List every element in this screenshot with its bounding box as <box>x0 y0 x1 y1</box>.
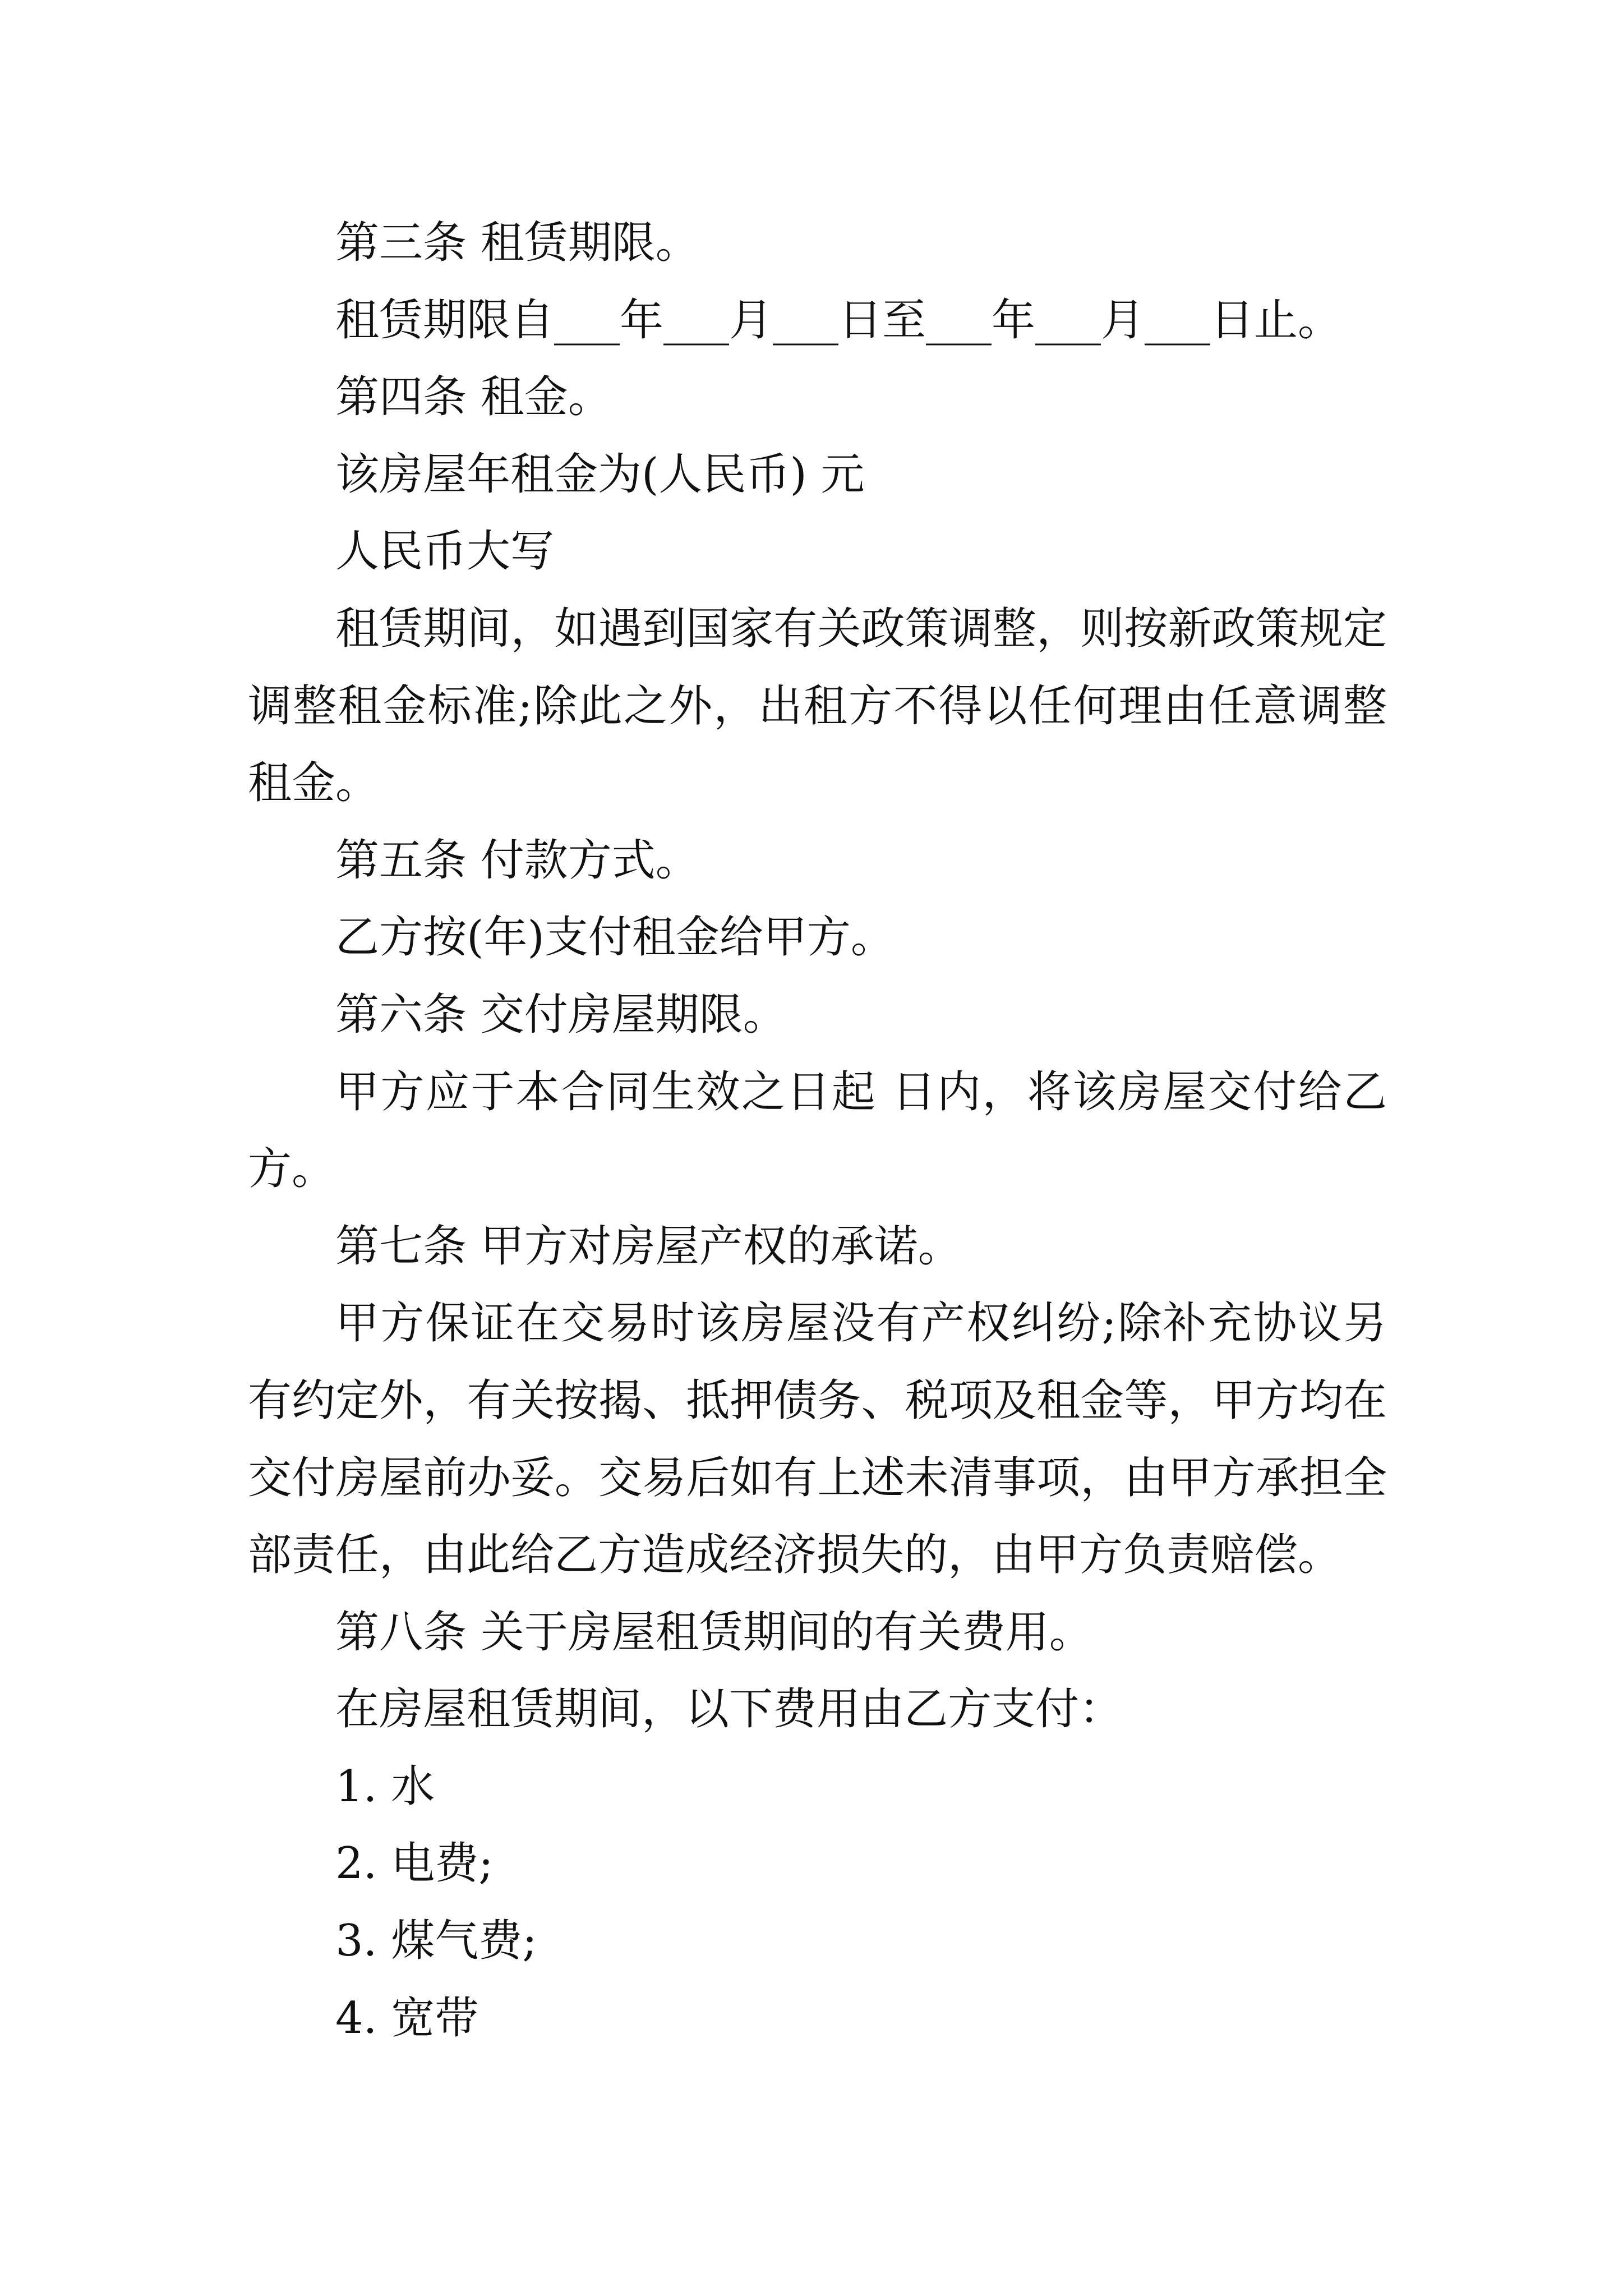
delivery-deadline-line: 甲方应于本合同生效之日起 日内，将该房屋交付给乙 <box>335 1066 1387 1117</box>
article-6 <box>248 977 1387 1208</box>
article-4-heading: 第四条 租金。 <box>335 372 612 423</box>
article-4 <box>248 359 1387 822</box>
expense-item-broadband: 4. 宽带 <box>335 1993 479 2044</box>
rent-adjustment-line: 租金。 <box>248 758 380 809</box>
article-7 <box>248 1208 1387 1594</box>
expense-item-electricity: 2. 电费; <box>335 1838 494 1889</box>
rent-adjustment-line: 租赁期间，如遇到国家有关政策调整，则按新政策规定 <box>335 603 1387 654</box>
expense-intro: 在房屋租赁期间，以下费用由乙方支付： <box>335 1684 1123 1735</box>
expense-list <box>248 1749 1387 2057</box>
expense-item-gas: 3. 煤气费; <box>335 1916 537 1967</box>
payment-method-clause: 乙方按(年)支付租金给甲方。 <box>335 912 895 963</box>
rent-in-words-line: 人民币大写 <box>335 526 555 577</box>
article-8 <box>248 1594 1387 2058</box>
title-warranty-line: 甲方保证在交易时该房屋没有产权纠纷;除补充协议另 <box>335 1298 1387 1349</box>
rent-adjustment-line: 调整租金标准;除此之外，出租方不得以任何理由任意调整 <box>248 680 1387 731</box>
article-5 <box>248 822 1387 977</box>
article-3 <box>248 205 1387 359</box>
expense-item-water: 1. 水 <box>335 1761 435 1812</box>
article-7-heading: 第七条 甲方对房屋产权的承诺。 <box>335 1221 962 1272</box>
document-body <box>248 205 1387 2057</box>
delivery-deadline-line: 方。 <box>248 1144 336 1195</box>
annual-rent-line: 该房屋年租金为(人民币) 元 <box>335 449 865 500</box>
title-warranty-line: 有约定外，有关按揭、抵押债务、税项及租金等，甲方均在 <box>248 1375 1387 1426</box>
title-warranty-line: 交付房屋前办妥。交易后如有上述未清事项，由甲方承担全 <box>248 1452 1387 1503</box>
lease-term-clause: 租赁期限自___年___月___日至___年___月___日止。 <box>335 295 1342 346</box>
title-warranty-line: 部责任，由此给乙方造成经济损失的，由甲方负责赔偿。 <box>248 1530 1342 1581</box>
article-6-heading: 第六条 交付房屋期限。 <box>335 989 787 1040</box>
article-3-heading: 第三条 租赁期限。 <box>335 218 699 268</box>
delivery-deadline-clause <box>248 1054 1387 1208</box>
article-8-heading: 第八条 关于房屋租赁期间的有关费用。 <box>335 1607 1093 1658</box>
rent-adjustment-clause <box>248 591 1387 822</box>
title-warranty-clause <box>248 1285 1387 1594</box>
article-5-heading: 第五条 付款方式。 <box>335 835 699 886</box>
